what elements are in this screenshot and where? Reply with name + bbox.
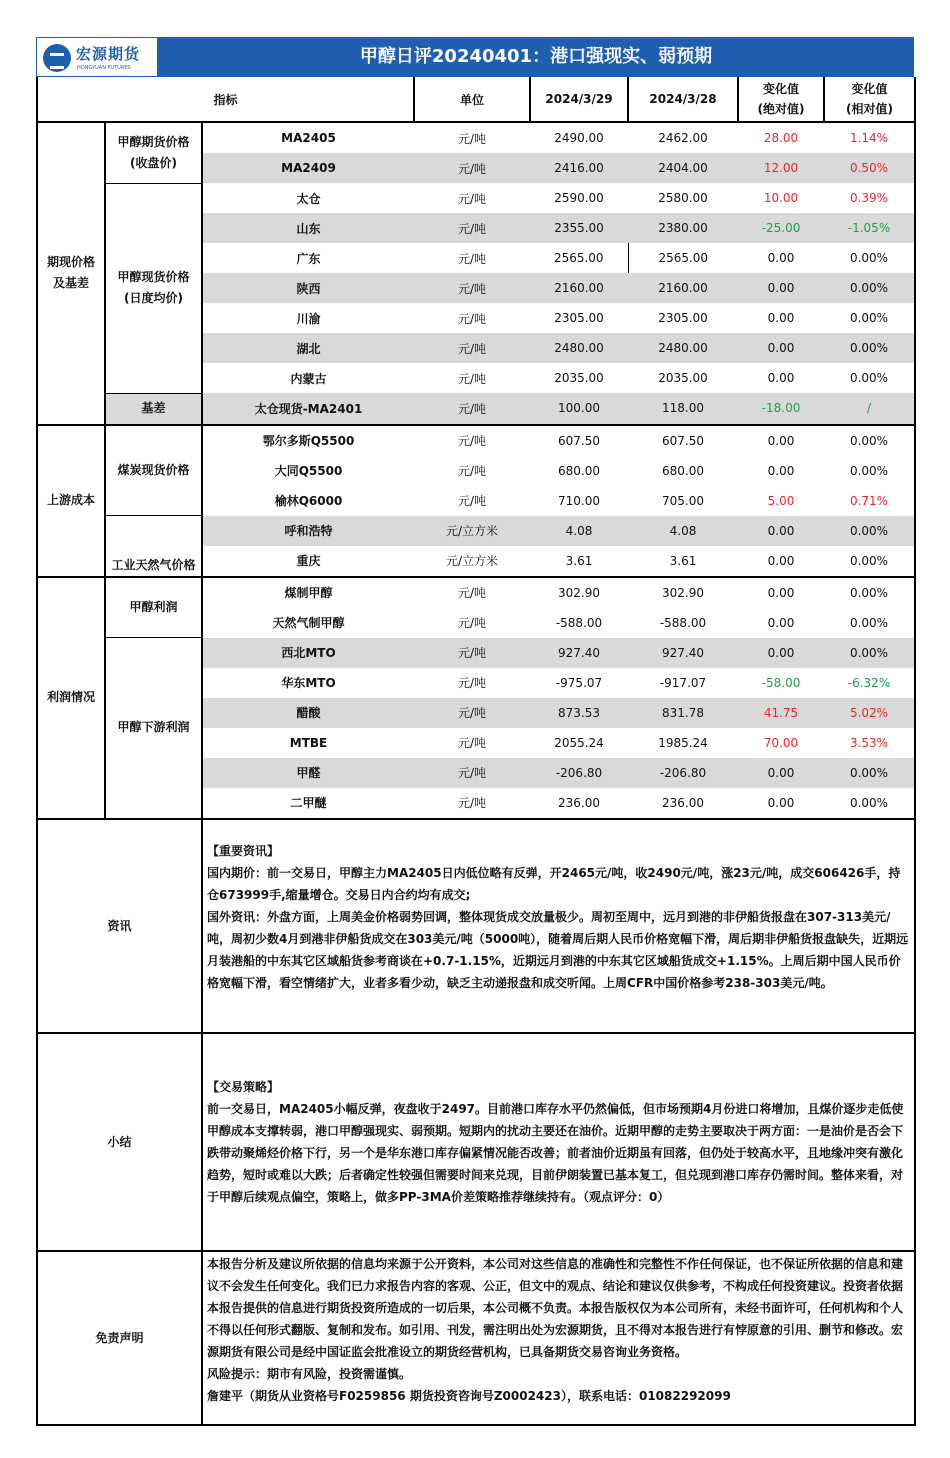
category-profit-line1: 利润情况 bbox=[46, 690, 95, 704]
sub-methanol-profit-line1: 甲醇利润 bbox=[129, 599, 178, 614]
value-date2: 2462.00 bbox=[658, 131, 708, 145]
value-date1: 2035.00 bbox=[554, 371, 604, 385]
rel-change-header bbox=[824, 77, 915, 122]
unit-cell: 元/吨 bbox=[457, 464, 487, 478]
unit-cell: 元/吨 bbox=[414, 333, 530, 363]
abs-change: 0.00 bbox=[738, 516, 824, 546]
rel-change: 0.39% bbox=[824, 183, 915, 213]
unit-cell: 元/吨 bbox=[414, 213, 530, 243]
indicator-name: 二甲醚 bbox=[202, 788, 414, 819]
table-row bbox=[37, 393, 915, 425]
risk-warning: 风险提示：期市有风险，投资需谨慎。 bbox=[207, 1366, 412, 1381]
indicator-name: 鄂尔多斯Q5500 bbox=[262, 434, 355, 448]
rel-change: 0.00% bbox=[824, 333, 915, 363]
sub-gas-price bbox=[105, 516, 202, 577]
value-date2: -917.07 bbox=[659, 675, 707, 690]
abs-change: 5.00 bbox=[767, 493, 795, 508]
rel-change: 3.53% bbox=[824, 728, 915, 758]
unit-cell: 元/吨 bbox=[414, 273, 530, 303]
value-date2: 3.61 bbox=[628, 546, 738, 577]
rel-change: 0.50% bbox=[824, 153, 915, 183]
indicator-name: 山东 bbox=[202, 213, 414, 243]
value-date1: 2565.00 bbox=[553, 251, 604, 265]
value-date2: -206.80 bbox=[628, 758, 738, 788]
rel-change: 5.02% bbox=[824, 698, 915, 728]
rel-change: 0.00% bbox=[824, 788, 915, 819]
value-date2: 831.78 bbox=[628, 698, 738, 728]
sub-basis-line1: 基差 bbox=[141, 401, 166, 415]
analyst-info: 詹建平（期货从业资格号F0259856 期货投资咨询号Z0002423），联系电话：01082292099 bbox=[207, 1388, 731, 1403]
value-date2: 2404.00 bbox=[628, 153, 738, 183]
disclaimer-content bbox=[202, 1252, 915, 1425]
abs-change: 0.00 bbox=[767, 615, 795, 630]
abs-change: 0.00 bbox=[738, 788, 824, 819]
value-date1: 2416.00 bbox=[530, 153, 628, 183]
sub-coal-price-line1: 煤炭现货价格 bbox=[117, 462, 190, 477]
rel-change: 0.00% bbox=[824, 608, 915, 638]
abs-change: 41.75 bbox=[738, 698, 824, 728]
abs-change: 12.00 bbox=[738, 153, 824, 183]
abs-change: -18.00 bbox=[738, 393, 824, 425]
value-date1: 680.00 bbox=[558, 463, 600, 478]
value-date2: 607.50 bbox=[662, 433, 704, 448]
unit-cell: 元/吨 bbox=[457, 131, 487, 146]
abs-change: 0.00 bbox=[738, 758, 824, 788]
value-date1: 302.90 bbox=[558, 585, 600, 600]
indicator-table bbox=[36, 77, 916, 820]
value-date2: 236.00 bbox=[628, 788, 738, 819]
date1-header: 2024/3/29 bbox=[530, 77, 628, 122]
rel-change: 0.00% bbox=[824, 243, 915, 273]
category-profit bbox=[37, 577, 105, 819]
indicator-name: 太仓现货-MA2401 bbox=[202, 393, 414, 425]
indicator-name: 甲醛 bbox=[202, 758, 414, 788]
indicator-name: 西北MTO bbox=[202, 638, 414, 668]
value-date2: 1985.24 bbox=[658, 735, 708, 750]
unit-cell: 元/吨 bbox=[414, 638, 530, 668]
rel-change-header-line1: 变化值 bbox=[851, 82, 888, 96]
unit-cell: 元/吨 bbox=[414, 698, 530, 728]
table-row bbox=[37, 638, 915, 668]
abs-change: 0.00 bbox=[767, 371, 795, 385]
unit-cell: 元/吨 bbox=[414, 758, 530, 788]
indicator-name: 川渝 bbox=[296, 311, 321, 326]
indicator-name: MTBE bbox=[289, 735, 328, 750]
indicator-name: MA2409 bbox=[202, 153, 414, 183]
indicator-name: 煤制甲醇 bbox=[284, 586, 333, 600]
sub-methanol-profit bbox=[105, 577, 202, 638]
unit-cell: 元/吨 bbox=[457, 251, 487, 266]
rel-change: 0.00% bbox=[824, 273, 915, 303]
unit-cell: 元/立方米 bbox=[414, 546, 530, 577]
summary-section bbox=[36, 1034, 916, 1252]
rel-change: -1.05% bbox=[824, 213, 915, 243]
abs-change: 0.00 bbox=[767, 311, 795, 325]
abs-change-header-line2: (绝对值) bbox=[757, 102, 805, 116]
unit-cell: 元/吨 bbox=[457, 616, 487, 630]
category-spot-futures-line2: 及基差 bbox=[52, 276, 89, 291]
value-date1: -206.80 bbox=[530, 758, 628, 788]
category-upstream-cost bbox=[37, 425, 105, 577]
abs-change: -58.00 bbox=[761, 675, 801, 690]
value-date2: 705.00 bbox=[662, 493, 704, 508]
value-date1: 2590.00 bbox=[554, 191, 604, 205]
indicator-name: 湖北 bbox=[202, 333, 414, 363]
rel-change: 0.00% bbox=[824, 303, 915, 333]
sub-spot-price-line1: 甲醇现货价格 bbox=[117, 270, 190, 284]
table-row bbox=[37, 425, 915, 456]
sub-gas-price-line1: 工业天然气价格 bbox=[111, 557, 196, 572]
report-sheet bbox=[36, 37, 914, 1426]
sub-downstream-profit bbox=[105, 638, 202, 819]
abs-change: 0.00 bbox=[767, 433, 795, 448]
sub-futures-price bbox=[105, 122, 202, 183]
sub-spot-price-line2: (日度均价) bbox=[124, 291, 183, 305]
summary-text: 前一交易日，MA2405小幅反弹，夜盘收于2497。目前港口库存水平仍然偏低，但市场预期4月份进口将增加，且煤价逐步走低使甲醇成本支撑转弱，港口甲醇强现实、弱预期。短期内的扰动主要还在油价。近期甲醇的走势主要取决于两方面：一是油价是否会下跌带动聚烯烃价格下行，另一个是华东港口库存偏紧情况能否改善；前者油价近期虽有回落，但仍处于较高水平，且地缘冲突有激化趋势，短时或难以大跌；后者确定性较强但需要时间来兑现，目前伊朗装置已基本复工，但兑现到港口库存仍需时间。整体来看，对于甲醇后续观点偏空，策略上，做多PP-3MA价差策略推荐继续持有。（观点评分：0） bbox=[207, 1101, 904, 1204]
value-date1: 2055.24 bbox=[554, 735, 604, 750]
sub-futures-price-line2: (收盘价) bbox=[130, 155, 177, 170]
table-row bbox=[37, 122, 915, 153]
abs-change-header bbox=[738, 77, 824, 122]
abs-change: 10.00 bbox=[763, 191, 799, 205]
unit-cell: 元/吨 bbox=[414, 788, 530, 819]
value-date1: 3.61 bbox=[530, 546, 628, 577]
value-date1: 873.53 bbox=[530, 698, 628, 728]
unit-cell: 元/吨 bbox=[457, 371, 487, 386]
abs-change: 0.00 bbox=[738, 546, 824, 577]
news-section bbox=[36, 820, 916, 1034]
sub-spot-price bbox=[105, 183, 202, 393]
unit-cell: 元/吨 bbox=[457, 736, 487, 750]
news-content bbox=[202, 820, 915, 1033]
date2-header: 2024/3/28 bbox=[628, 77, 738, 122]
sub-downstream-profit-line1: 甲醇下游利润 bbox=[117, 720, 190, 735]
value-date1: 236.00 bbox=[530, 788, 628, 819]
abs-change: 70.00 bbox=[763, 735, 799, 750]
indicator-name: 榆林Q6000 bbox=[274, 494, 343, 508]
company-logo bbox=[36, 37, 158, 77]
indicator-name: 陕西 bbox=[202, 273, 414, 303]
summary-heading: 【交易策略】 bbox=[207, 1079, 280, 1094]
rel-change: 0.00% bbox=[824, 546, 915, 577]
unit-header: 单位 bbox=[414, 77, 530, 122]
value-date1: 2305.00 bbox=[554, 311, 604, 325]
summary-label: 小结 bbox=[37, 1034, 202, 1251]
rel-change: 0.00% bbox=[824, 456, 915, 486]
abs-change: 0.00 bbox=[767, 585, 795, 600]
unit-cell: 元/吨 bbox=[457, 434, 487, 448]
summary-content bbox=[202, 1034, 915, 1251]
disclaimer-label: 免责声明 bbox=[37, 1252, 202, 1425]
news-label: 资讯 bbox=[37, 820, 202, 1033]
rel-change: 0.00% bbox=[824, 425, 915, 456]
abs-change: 0.00 bbox=[738, 638, 824, 668]
indicator-header: 指标 bbox=[37, 77, 414, 122]
category-spot-futures bbox=[37, 122, 105, 425]
table-row bbox=[37, 183, 915, 213]
indicator-name: 重庆 bbox=[202, 546, 414, 577]
indicator-name: 广东 bbox=[296, 251, 321, 266]
unit-cell: 元/吨 bbox=[457, 494, 487, 508]
logo-name: 宏源期货 bbox=[76, 45, 141, 63]
rel-change: 0.00% bbox=[824, 577, 915, 608]
value-date2: 927.40 bbox=[628, 638, 738, 668]
value-date1: 2355.00 bbox=[530, 213, 628, 243]
rel-change: 0.00% bbox=[824, 638, 915, 668]
value-date2: 4.08 bbox=[628, 516, 738, 546]
abs-change: 0.00 bbox=[767, 251, 795, 265]
unit-cell: 元/吨 bbox=[414, 393, 530, 425]
value-date2: 118.00 bbox=[628, 393, 738, 425]
value-date2: 2380.00 bbox=[628, 213, 738, 243]
news-foreign: 国外资讯：外盘方面，上周美金价格弱势回调，整体现货成交放量极少。周初至周中，远月到港的非伊船货报盘在307-313美元/吨，周初少数4月到港非伊船货成交在303美元/吨（5000吨），随着周后期人民币价格宽幅下滑，周后期非伊船货报盘缺失，近期远月装港船的中东其它区域船货参考商谈在+0.7-1.15%，近期远月到港的中东其它区域船货成交+1.15%。上周后期中国人民币价格宽幅下滑，看空情绪扩大，业者多看少动，缺乏主动递报盘和成交听闻。上周CFR中国价格参考238-303美元/吨。 bbox=[207, 909, 909, 990]
value-date1: 2490.00 bbox=[554, 131, 604, 145]
value-date2: -588.00 bbox=[659, 615, 707, 630]
value-date1: 2160.00 bbox=[530, 273, 628, 303]
value-date1: 927.40 bbox=[530, 638, 628, 668]
value-date1: 710.00 bbox=[558, 493, 600, 508]
indicator-name: 华东MTO bbox=[281, 676, 336, 690]
news-domestic: 国内期价：前一交易日，甲醇主力MA2405日内低位略有反弹，开2465元/吨，收2490元/吨，涨23元/吨，成交606426手，持仓673999手,缩量增仓。交易日内合约均有成交; bbox=[207, 865, 901, 902]
disclaimer-section bbox=[36, 1252, 916, 1426]
sub-basis bbox=[105, 393, 202, 425]
value-date2: 302.90 bbox=[662, 585, 704, 600]
value-date1: -975.07 bbox=[555, 675, 603, 690]
news-heading: 【重要资讯】 bbox=[207, 843, 280, 858]
indicator-name: 大同Q5500 bbox=[274, 464, 343, 478]
indicator-name: 太仓 bbox=[296, 191, 321, 206]
unit-cell: 元/吨 bbox=[457, 586, 487, 600]
report-title: 甲醇日评20240401：港口强现实、弱预期 bbox=[359, 46, 713, 67]
abs-change: 0.00 bbox=[767, 463, 795, 478]
value-date2: 2160.00 bbox=[628, 273, 738, 303]
value-date1: 4.08 bbox=[530, 516, 628, 546]
value-date1: 607.50 bbox=[558, 433, 600, 448]
sub-futures-price-line1: 甲醇期货价格 bbox=[117, 134, 190, 149]
abs-change: -25.00 bbox=[738, 213, 824, 243]
abs-change-header-line1: 变化值 bbox=[762, 82, 799, 96]
rel-change-header-line2: (相对值) bbox=[846, 102, 893, 116]
indicator-name: MA2405 bbox=[281, 131, 336, 145]
disclaimer-text: 本报告分析及建议所依据的信息均来源于公开资料，本公司对这些信息的准确性和完整性不作任何保证，也不保证所依据的信息和建议不会发生任何变化。我们已力求报告内容的客观、公正，但文中的观点、结论和建议仅供参考，不构成任何投资建议。投资者依据本报告提供的信息进行期货投资所造成的一切后果，本公司概不负责。本报告版权仅为本公司所有，未经书面许可，任何机构和个人不得以任何形式翻版、复制和发布。如引用、刊发，需注明出处为宏源期货，且不得对本报告进行有悖原意的引用、删节和修改。宏源期货有限公司是经中国证监会批准设立的期货经营机构，已具备期货交易咨询业务资格。 bbox=[207, 1256, 904, 1359]
category-spot-futures-line1: 期现价格 bbox=[46, 255, 95, 270]
logo-mark-icon bbox=[43, 44, 71, 72]
logo-english-name: HONGYUAN FUTURES bbox=[77, 65, 131, 71]
value-date2: 2565.00 bbox=[628, 243, 738, 273]
value-date1: 100.00 bbox=[530, 393, 628, 425]
value-date2: 2305.00 bbox=[658, 311, 708, 325]
value-date2: 2580.00 bbox=[658, 191, 708, 205]
unit-cell: 元/吨 bbox=[457, 676, 487, 690]
rel-change: -6.32% bbox=[824, 668, 915, 698]
value-date2: 680.00 bbox=[662, 463, 704, 478]
value-date1: -588.00 bbox=[555, 615, 603, 630]
table-header-row bbox=[37, 77, 915, 122]
abs-change: 0.00 bbox=[738, 273, 824, 303]
rel-change: 1.14% bbox=[824, 122, 915, 153]
abs-change: 0.00 bbox=[738, 333, 824, 363]
value-date2: 2035.00 bbox=[658, 371, 708, 385]
unit-cell: 元/吨 bbox=[414, 153, 530, 183]
indicator-name: 醋酸 bbox=[202, 698, 414, 728]
rel-change: 0.00% bbox=[824, 363, 915, 393]
value-date1: 2480.00 bbox=[530, 333, 628, 363]
rel-change: 0.00% bbox=[824, 758, 915, 788]
indicator-name: 内蒙古 bbox=[290, 371, 327, 386]
report-banner bbox=[36, 37, 914, 77]
unit-cell: 元/吨 bbox=[457, 191, 487, 206]
indicator-name: 呼和浩特 bbox=[202, 516, 414, 546]
unit-cell: 元/立方米 bbox=[414, 516, 530, 546]
indicator-name: 天然气制甲醇 bbox=[272, 616, 345, 630]
unit-cell: 元/吨 bbox=[457, 311, 487, 326]
category-upstream-cost-line1: 上游成本 bbox=[46, 493, 95, 507]
value-date2: 2480.00 bbox=[628, 333, 738, 363]
rel-change: 0.71% bbox=[824, 486, 915, 516]
rel-change: 0.00% bbox=[824, 516, 915, 546]
sub-coal-price bbox=[105, 425, 202, 516]
table-row bbox=[37, 516, 915, 546]
abs-change: 28.00 bbox=[763, 131, 799, 145]
rel-change: / bbox=[824, 393, 915, 425]
table-row bbox=[37, 577, 915, 608]
